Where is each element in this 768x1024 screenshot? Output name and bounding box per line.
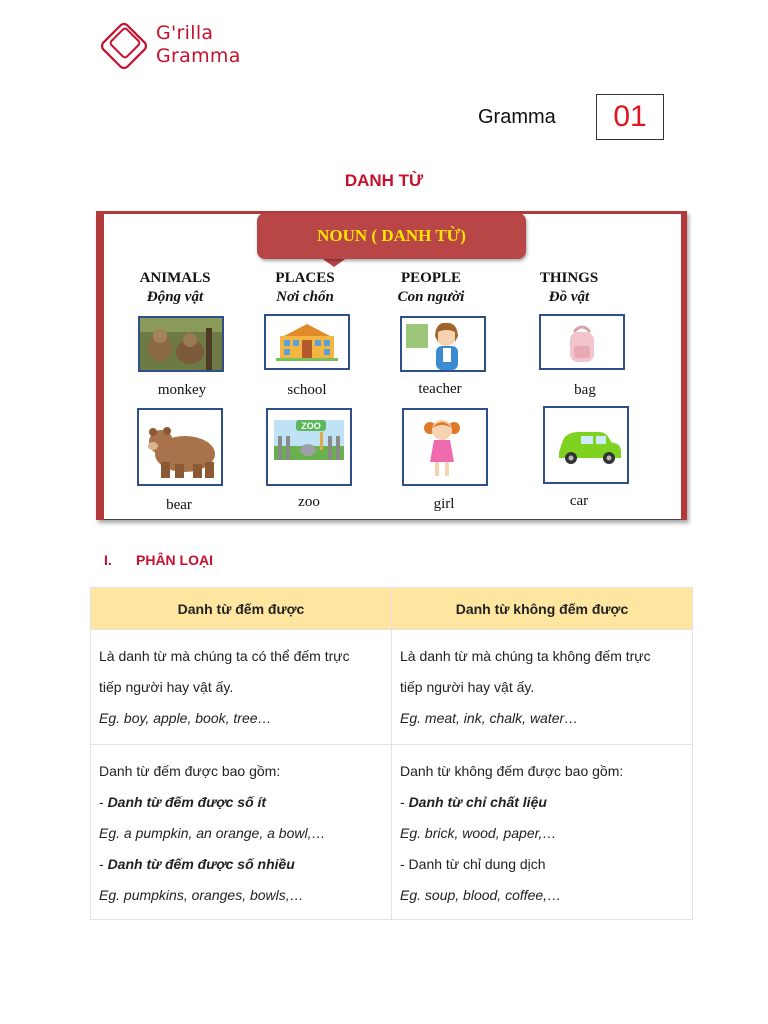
monkey-icon xyxy=(140,318,222,370)
example-line: Eg. a pumpkin, an orange, a bowl,… xyxy=(99,825,326,841)
word-monkey: monkey xyxy=(157,382,207,398)
example-line: Eg. pumpkins, oranges, bowls,… xyxy=(99,887,304,903)
word-teacher: teacher xyxy=(418,381,462,397)
noun-classification-table xyxy=(90,587,693,920)
word-school: school xyxy=(287,382,327,398)
diamond-logo-icon xyxy=(96,18,152,74)
bear-icon xyxy=(139,410,221,484)
word-girl: girl xyxy=(433,496,455,512)
monkey-picture xyxy=(138,316,224,372)
category-label-en: PLACES xyxy=(275,270,335,286)
category-label-vi: Con người xyxy=(397,289,465,305)
bullet-dash: - xyxy=(99,856,108,872)
series-label: Gramma xyxy=(478,106,556,128)
brand-logo xyxy=(96,18,266,74)
car-picture xyxy=(543,406,629,484)
header-countable: Danh từ đếm được xyxy=(91,588,392,630)
table-row xyxy=(91,630,693,745)
school-building-icon xyxy=(266,316,348,368)
subtype-line: - Danh từ chỉ dung dịch xyxy=(400,856,546,872)
cell-countable-definition xyxy=(91,630,392,745)
category-label-vi: Nơi chốn xyxy=(276,289,334,305)
definition-line: tiếp người hay vật ấy. xyxy=(400,679,535,695)
backpack-icon xyxy=(541,316,623,368)
lesson-number-badge: 01 xyxy=(596,94,664,140)
category-label-en: THINGS xyxy=(539,270,599,286)
brand-line-2: Gramma xyxy=(156,45,241,67)
bear-picture xyxy=(137,408,223,486)
definition-line: Là danh từ mà chúng ta có thể đếm trực xyxy=(99,648,350,664)
bullet-dash: - xyxy=(400,794,409,810)
types-intro: Danh từ không đếm được bao gồm: xyxy=(400,763,624,779)
subtype-label: Danh từ đếm được số ít xyxy=(107,794,267,810)
girl-icon xyxy=(404,410,486,484)
bullet-dash: - xyxy=(99,794,108,810)
definition-line: tiếp người hay vật ấy. xyxy=(99,679,234,695)
cell-uncountable-types xyxy=(392,745,693,920)
brand-line-1: G'rilla xyxy=(156,22,214,44)
table-header-row xyxy=(91,588,693,630)
word-car: car xyxy=(569,493,589,509)
example-line: Eg. boy, apple, book, tree… xyxy=(99,710,272,726)
category-places xyxy=(245,269,365,307)
teacher-picture xyxy=(400,316,486,372)
zoo-sign-text: ZOO xyxy=(301,421,321,431)
category-label-vi: Động vật xyxy=(146,289,204,305)
subtype-label: Danh từ chỉ chất liệu xyxy=(408,794,547,810)
document-title: DANH TỪ xyxy=(344,171,424,190)
example-line: Eg. soup, blood, coffee,… xyxy=(400,887,562,903)
poster-frame-left xyxy=(96,211,104,520)
car-icon xyxy=(545,408,627,482)
subtype-line xyxy=(99,787,383,818)
example-line: Eg. meat, ink, chalk, water… xyxy=(400,710,579,726)
poster-frame-right xyxy=(681,211,687,520)
zoo-picture xyxy=(266,408,352,486)
subtype-line xyxy=(400,787,684,818)
girl-picture xyxy=(402,408,488,486)
cell-countable-types xyxy=(91,745,392,920)
definition-line: Là danh từ mà chúng ta không đếm trực xyxy=(400,648,651,664)
category-label-en: ANIMALS xyxy=(139,270,211,286)
cell-uncountable-definition xyxy=(392,630,693,745)
subtype-line xyxy=(99,849,383,880)
word-zoo: zoo xyxy=(298,494,320,510)
category-label-en: PEOPLE xyxy=(400,270,461,286)
category-label-vi: Đồ vật xyxy=(548,289,590,305)
category-people xyxy=(371,269,491,307)
types-intro: Danh từ đếm được bao gồm: xyxy=(99,763,281,779)
example-line: Eg. brick, wood, paper,… xyxy=(400,825,557,841)
teacher-icon xyxy=(402,318,484,370)
section-title: PHÂN LOẠI xyxy=(136,552,213,568)
section-number: I. xyxy=(104,552,112,568)
subtype-label: Danh từ đếm được số nhiều xyxy=(107,856,295,872)
zoo-icon xyxy=(268,410,350,484)
poster-banner: NOUN ( DANH TỪ) xyxy=(257,213,526,259)
header-uncountable: Danh từ không đếm được xyxy=(392,588,693,630)
bag-picture xyxy=(539,314,625,370)
category-animals xyxy=(115,269,235,307)
word-bear: bear xyxy=(166,497,192,513)
brand-name xyxy=(156,22,241,68)
table-row xyxy=(91,745,693,920)
word-bag: bag xyxy=(574,382,596,398)
category-things xyxy=(509,269,629,307)
school-picture xyxy=(264,314,350,370)
